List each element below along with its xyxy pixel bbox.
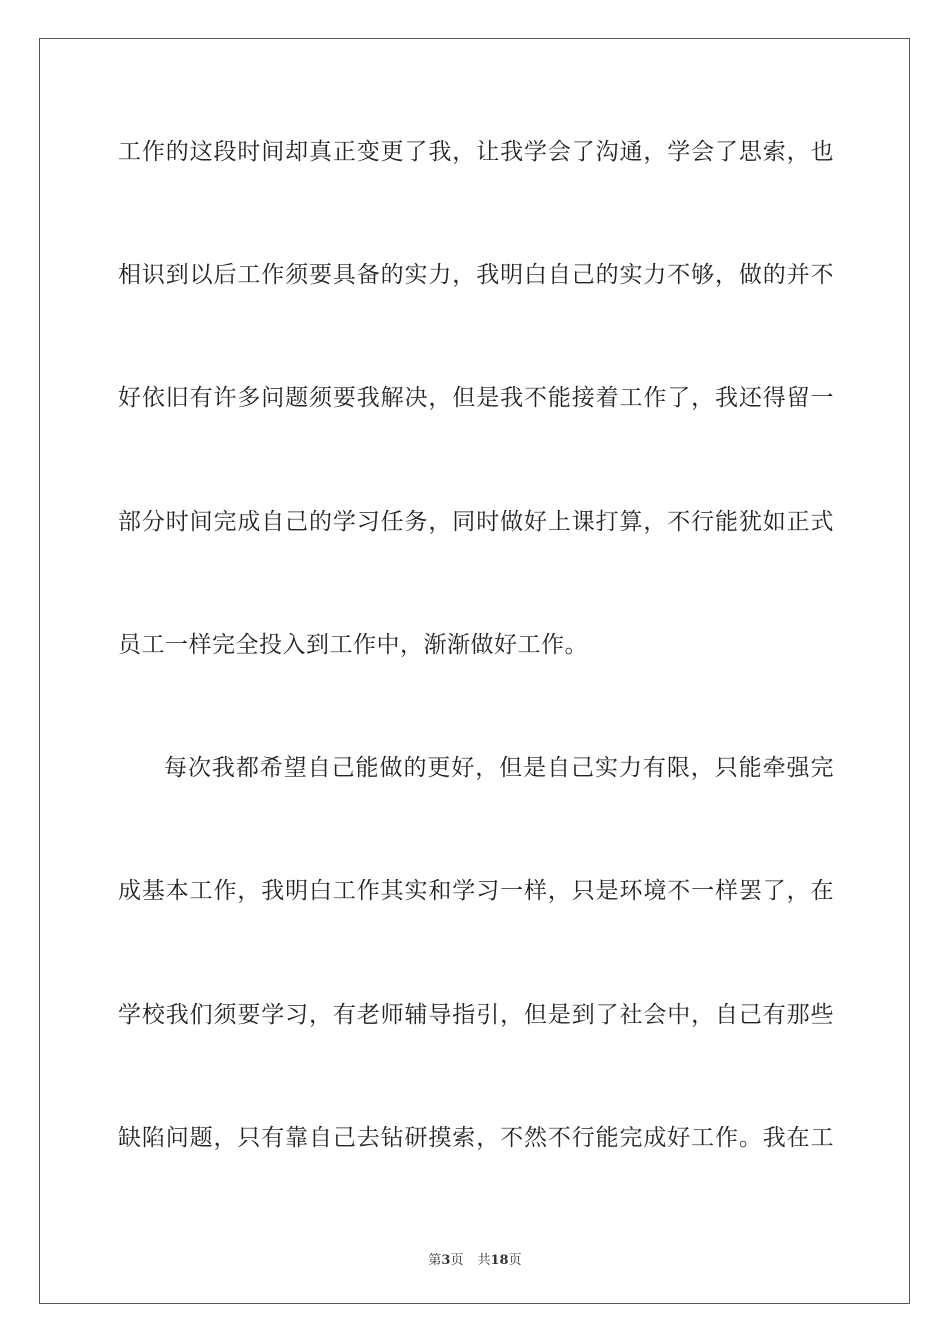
paragraph-2-first-line: 每次我都希望自己能做的更好，但是自己实力有限，只能牵强完 <box>164 755 834 781</box>
text-line-3: 好依旧有许多问题须要我解决，但是我不能接着工作了，我还得留一 <box>118 385 834 411</box>
total-pages: 18 <box>490 1253 509 1268</box>
text-line-5: 员工一样完全投入到工作中，渐渐做好工作。 <box>118 632 588 658</box>
text-line-2: 相识到以后工作须要具备的实力，我明白自己的实力不够，做的并不 <box>118 262 834 288</box>
page-label-prefix: 第 <box>428 1253 442 1268</box>
total-label-prefix: 共 <box>477 1253 491 1268</box>
text-line-9: 缺陷问题，只有靠自己去钻研摸索，不然不行能完成好工作。我在工 <box>118 1125 834 1151</box>
page-number: 3 <box>441 1253 451 1268</box>
page-footer <box>0 1249 950 1268</box>
text-line-8: 学校我们须要学习，有老师辅导指引，但是到了社会中，自己有那些 <box>118 1002 834 1028</box>
text-line-7: 成基本工作，我明白工作其实和学习一样，只是环境不一样罢了，在 <box>118 878 834 904</box>
total-label-suffix: 页 <box>508 1253 522 1268</box>
text-line-1: 工作的这段时间却真正变更了我，让我学会了沟通，学会了思索，也 <box>118 139 834 165</box>
page-border <box>39 38 910 1304</box>
page-label-suffix: 页 <box>450 1253 464 1268</box>
text-line-4: 部分时间完成自己的学习任务，同时做好上课打算，不行能犹如正式 <box>118 509 834 535</box>
